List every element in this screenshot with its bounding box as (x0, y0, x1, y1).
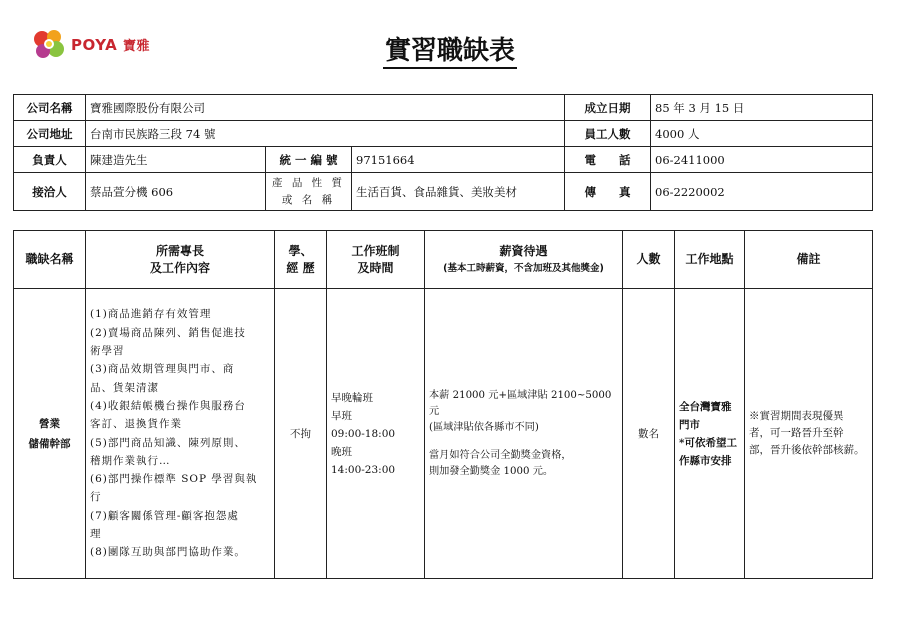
location-line: 作縣市安排 (679, 454, 732, 467)
job-position-line2: 儲備幹部 (28, 437, 71, 450)
job-location (675, 289, 745, 579)
header-shift (327, 231, 425, 289)
duty-line: (2)賣場商品陳列、銷售促進技 (90, 326, 246, 339)
duty-line: (6)部門操作標準 SOP 學習與執 (90, 473, 258, 486)
product-label (266, 173, 352, 211)
job-shift (327, 289, 425, 579)
person-in-charge-label: 負責人 (14, 147, 86, 173)
established-value: 85 年 3 月 15 日 (651, 95, 873, 121)
duty-line: 稽期作業執行… (90, 454, 171, 467)
duty-line: 品、貨架清潔 (90, 381, 159, 394)
duty-line: 理 (90, 527, 102, 540)
remark-line: 者，可一路晉升至幹 (749, 427, 844, 439)
shift-line: 晚班 (331, 445, 352, 458)
shift-line: 14:00-23:00 (331, 463, 396, 476)
salary-line (429, 436, 618, 448)
remark-line: 部，晉升後依幹部核薪。 (749, 444, 865, 456)
job-table-header (14, 231, 873, 289)
person-in-charge-value: 陳建造先生 (86, 147, 266, 173)
header-salary-line2: (基本工時薪資，不含加班及其他獎金) (443, 262, 604, 274)
job-position-line1: 營業 (39, 417, 60, 430)
salary-line: 則加發全勤獎金 1000 元。 (429, 465, 554, 477)
duty-line: 客訂、退換貨作業 (90, 418, 182, 431)
contact-value: 蔡品萱分機 606 (86, 173, 266, 211)
shift-line: 09:00-18:00 (331, 427, 396, 440)
tax-id-label: 統 一 編 號 (266, 147, 352, 173)
job-position (14, 289, 86, 579)
fax-label: 傳 真 (565, 173, 651, 211)
job-duties (86, 289, 275, 579)
job-headcount: 數名 (623, 289, 675, 579)
salary-line: (區域津貼依各縣市不同) (429, 421, 539, 433)
job-row (14, 289, 873, 579)
product-label-line1: 產 品 性 質 (271, 176, 345, 189)
company-name-label: 公司名稱 (14, 95, 86, 121)
remark-line: ※實習期間表現優異 (749, 410, 844, 422)
fax-value: 06-2220002 (651, 173, 873, 211)
page-title-text: 實習職缺表 (383, 36, 517, 69)
product-value: 生活百貨、食品雜貨、美妝美材 (352, 173, 565, 211)
logo-text-cn: 寶雅 (122, 38, 150, 54)
logo-text-en: POYA (71, 35, 118, 54)
job-education: 不拘 (275, 289, 327, 579)
duty-line: (4)收銀結帳機台操作與服務台 (90, 399, 246, 412)
header-remarks: 備註 (745, 231, 873, 289)
header-skills (86, 231, 275, 289)
header-shift-line2: 及時間 (357, 260, 394, 275)
info-row-company (14, 95, 873, 121)
header-education-line1: 學、 (288, 243, 313, 258)
duty-line: (1)商品進銷存有效管理 (90, 308, 212, 321)
header-education-line2: 經 歷 (286, 260, 315, 275)
duty-line: (8)團隊互助與部門協助作業。 (90, 546, 246, 559)
established-label: 成立日期 (565, 95, 651, 121)
address-value: 台南市民族路三段 74 號 (86, 121, 565, 147)
duty-line: (5)部門商品知識、陳列原則、 (90, 436, 246, 449)
header-skills-line1: 所需專長 (155, 243, 204, 258)
employees-value: 4000 人 (651, 121, 873, 147)
shift-line: 早班 (331, 409, 352, 422)
product-label-line2: 或 名 稱 (281, 193, 336, 206)
page-title (0, 30, 900, 67)
header-education (275, 231, 327, 289)
info-row-contact (14, 173, 873, 211)
info-row-person (14, 147, 873, 173)
header-location: 工作地點 (675, 231, 745, 289)
salary-line: 本薪 21000 元+區域津貼 2100~5000 元 (429, 389, 612, 417)
company-info-table (13, 94, 873, 211)
location-line: 門市 (679, 418, 700, 431)
job-vacancy-table (13, 230, 873, 579)
duty-line: 術學習 (90, 345, 125, 358)
duty-line: (3)商品效期管理與門市、商 (90, 363, 235, 376)
duty-line: 行 (90, 491, 102, 504)
header-salary-line1: 薪資待遇 (499, 243, 548, 258)
header-shift-line1: 工作班制 (351, 243, 400, 258)
address-label: 公司地址 (14, 121, 86, 147)
company-name-value: 寶雅國際股份有限公司 (86, 95, 565, 121)
header-skills-line2: 及工作內容 (149, 260, 210, 275)
phone-value: 06-2411000 (651, 147, 873, 173)
job-salary (425, 289, 623, 579)
contact-label: 接洽人 (14, 173, 86, 211)
employees-label: 員工人數 (565, 121, 651, 147)
header-position: 職缺名稱 (14, 231, 86, 289)
location-line: *可依希望工 (679, 436, 737, 449)
salary-line: 當月如符合公司全勤獎金資格， (429, 449, 572, 461)
header-headcount: 人數 (623, 231, 675, 289)
location-line: 全台灣寶雅 (679, 400, 732, 413)
phone-label: 電 話 (565, 147, 651, 173)
shift-line: 早晚輪班 (331, 391, 373, 404)
duty-line: (7)顧客關係管理-顧客抱怨處 (90, 509, 239, 522)
info-row-address (14, 121, 873, 147)
tax-id-value: 97151664 (352, 147, 565, 173)
job-remarks (745, 289, 873, 579)
header-salary (425, 231, 623, 289)
